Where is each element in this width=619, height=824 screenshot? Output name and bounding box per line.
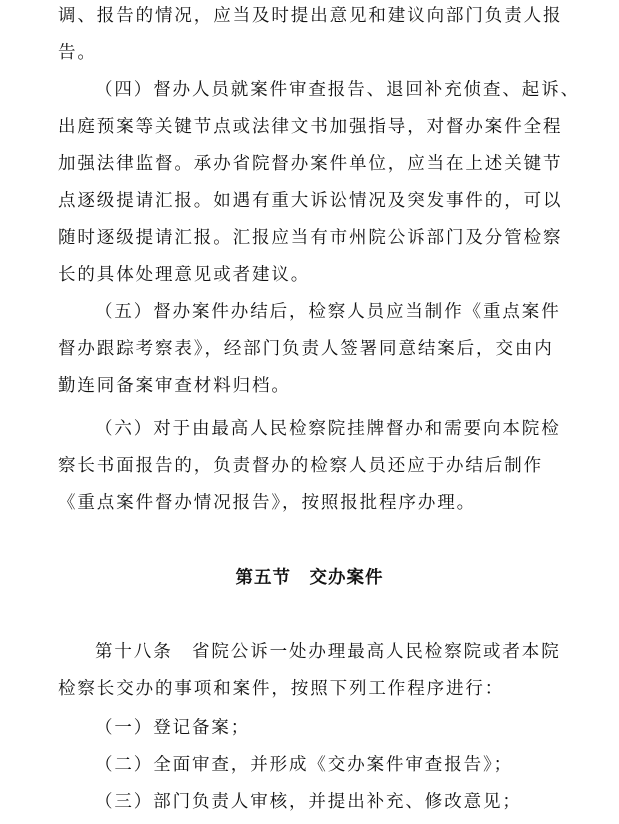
text-line: 督办跟踪考察表》，经部门负责人签署同意结案后，交由内 <box>58 339 554 359</box>
text-line: 《重点案件督办情况报告》，按照报批程序办理。 <box>58 493 477 513</box>
text-line: 勤连同备案审查材料归档。 <box>58 376 291 396</box>
paragraph-4-start: （四）督办人员就案件审查报告、退回补充侦查、起诉、 <box>95 80 580 100</box>
text-line: 察长书面报告的，负责督办的检察人员还应于办结后制作 <box>58 456 543 476</box>
text-line: 点逐级提请汇报。如遇有重大诉讼情况及突发事件的，可以 <box>58 191 563 211</box>
article-18-start: 第十八条 省院公诉一处办理最高人民检察院或者本院 <box>95 642 561 662</box>
section-heading: 第五节 交办案件 <box>235 568 384 588</box>
paragraph-5-start: （五）督办案件办结后，检察人员应当制作《重点案件 <box>95 302 561 322</box>
text-line: 出庭预案等关键节点或法律文书加强指导，对督办案件全程 <box>58 117 563 137</box>
list-item: （一）登记备案； <box>95 718 251 738</box>
text-line: 告。 <box>58 43 97 63</box>
text-line: 长的具体处理意见或者建议。 <box>58 265 311 285</box>
paragraph-6-start: （六）对于由最高人民检察院挂牌督办和需要向本院检 <box>95 419 561 439</box>
list-item: （二）全面审查，并形成《交办案件审查报告》； <box>95 755 514 775</box>
text-line: 随时逐级提请汇报。汇报应当有市州院公诉部门及分管检察 <box>58 228 563 248</box>
list-item: （三）部门负责人审核，并提出补充、修改意见； <box>95 792 522 812</box>
text-line: 检察长交办的事项和案件，按照下列工作程序进行： <box>58 679 505 699</box>
text-line: 加强法律监督。承办省院督办案件单位，应当在上述关键节 <box>58 154 563 174</box>
text-line: 调、报告的情况，应当及时提出意见和建议向部门负责人报 <box>58 6 563 26</box>
